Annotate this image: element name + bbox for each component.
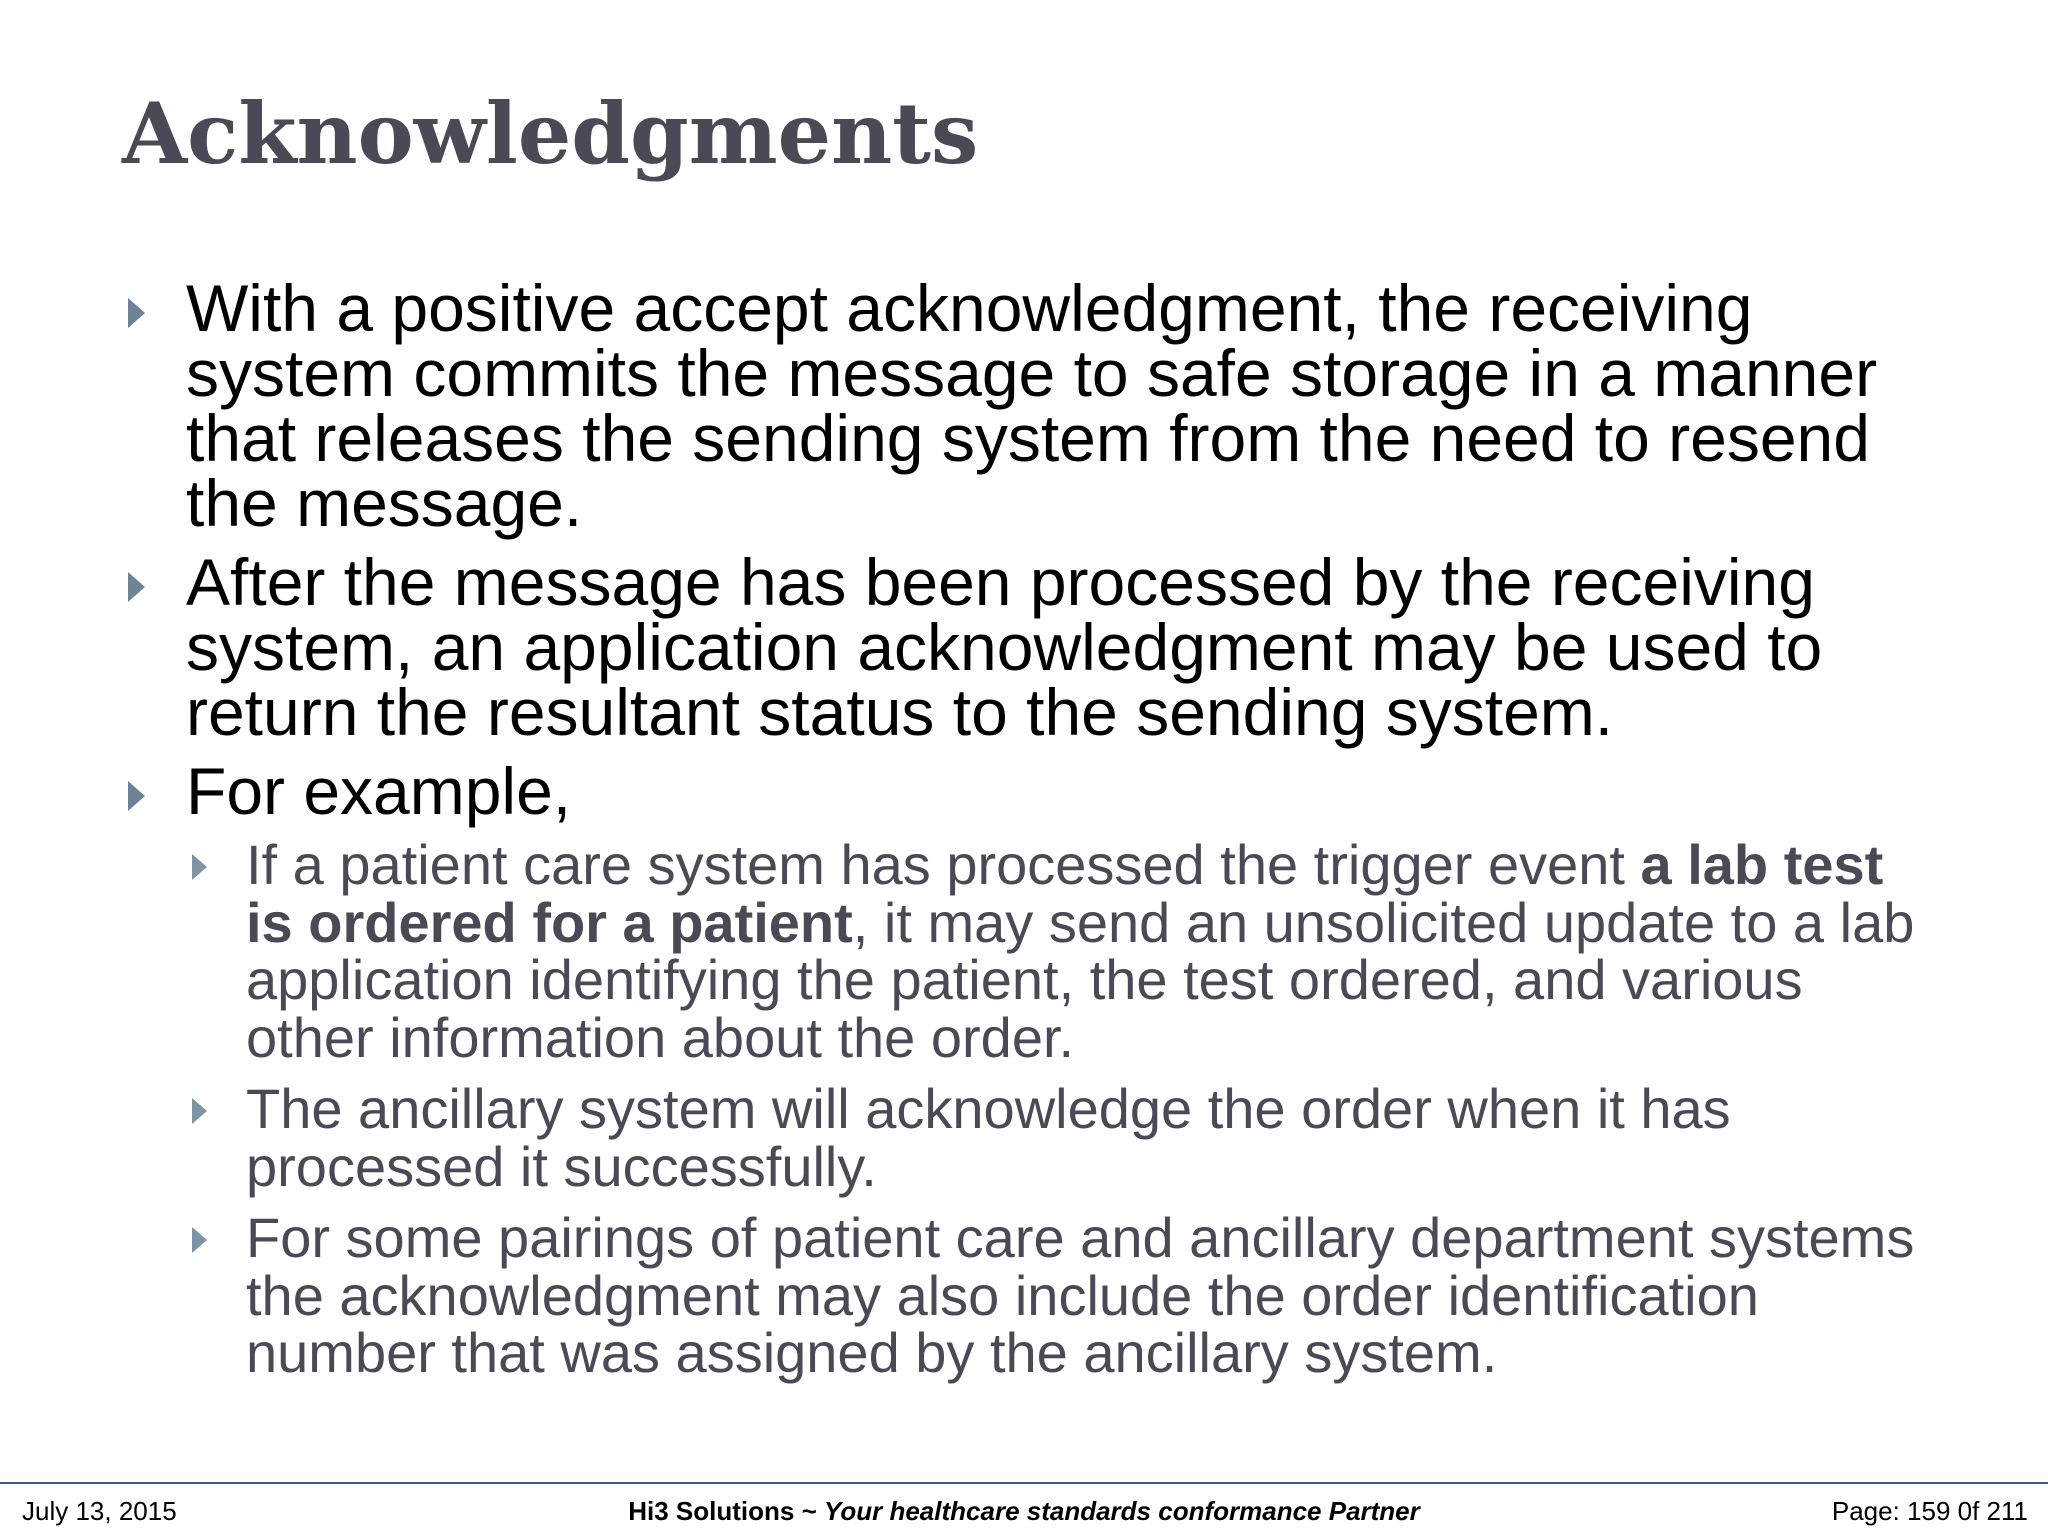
sub-bullet-arrow-icon	[192, 1227, 207, 1253]
sub-bullet-text-bold: a lab test is ordered for a patient	[246, 833, 1884, 954]
bullet-list	[122, 271, 1922, 1396]
footer-company-name: Hi3 Solutions ~	[628, 1496, 824, 1526]
sub-bullet-arrow-icon	[192, 854, 207, 880]
sub-bullet-text-post: , it may send an unsolicited update to a lab application identifying the patient, the test ordered, and various other information about the order.	[246, 890, 1915, 1069]
bullet-text: With a positive accept acknowledgment, the receiving system commits the message to safe storage in a manner that releases the sending system from the need to resend the message.	[186, 271, 1878, 540]
footer-company	[0, 1496, 2048, 1526]
footer-date: July 13, 2015	[22, 1496, 177, 1526]
sub-bullet-text-pre: If a patient care system has processed the trigger event	[246, 833, 1641, 896]
sub-bullet-item	[186, 1206, 1922, 1384]
bullet-arrow-icon	[128, 781, 145, 811]
footer-divider	[0, 1482, 2048, 1484]
bullet-arrow-icon	[128, 298, 145, 328]
sub-bullet-list	[186, 833, 1922, 1384]
bullet-text: For example,	[186, 754, 572, 828]
bullet-item	[122, 271, 1922, 540]
sub-bullet-text: The ancillary system will acknowledge the order when it has processed it successfully.	[246, 1077, 1731, 1198]
bullet-item	[122, 545, 1922, 749]
sub-bullet-item	[186, 1077, 1922, 1198]
slide-title: Acknowledgments	[122, 84, 979, 183]
bullet-item	[122, 754, 1922, 1384]
sub-bullet-arrow-icon	[192, 1098, 207, 1124]
footer-tagline: Your healthcare standards conformance Partner	[823, 1496, 1420, 1526]
footer-page-number: Page: 159 0f 211	[1831, 1496, 2028, 1526]
sub-bullet-item	[186, 833, 1922, 1069]
bullet-text: After the message has been processed by the receiving system, an application acknowledgment may be used to return the resultant status to the sending system.	[186, 545, 1823, 749]
sub-bullet-text: For some pairings of patient care and ancillary department systems the acknowledgment may also include the order identification number that was assigned by the ancillary system.	[246, 1206, 1915, 1384]
bullet-arrow-icon	[128, 572, 145, 602]
